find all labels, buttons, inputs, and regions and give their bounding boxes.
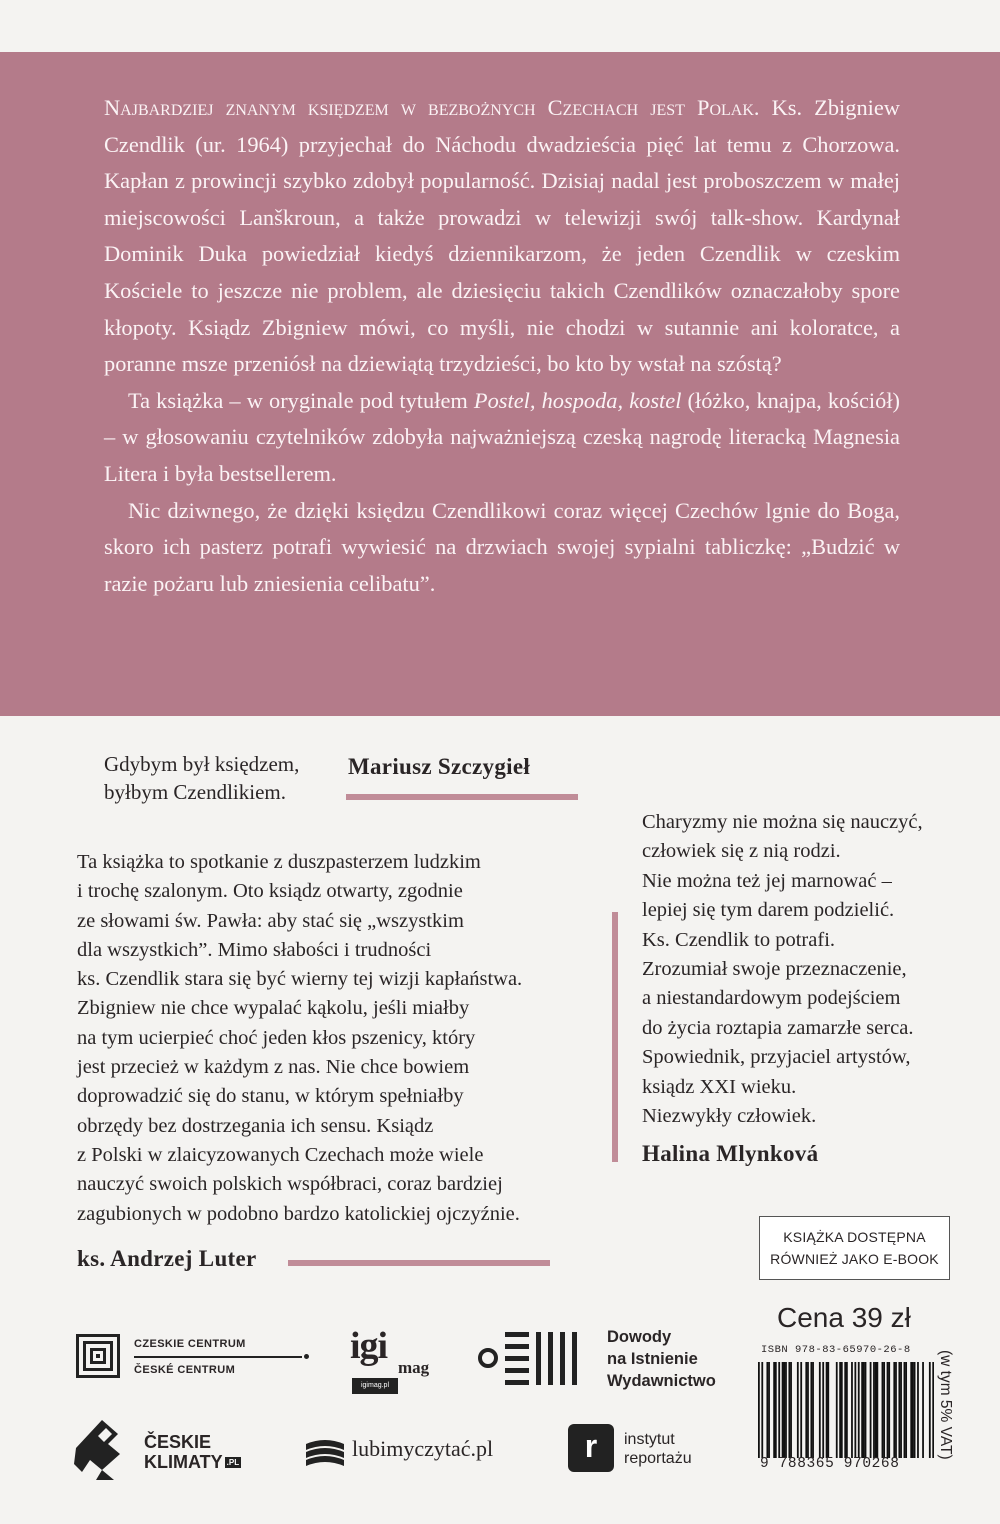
quote-line: ks. Czendlik stara się być wierny tej wizji kapłaństwa.: [77, 968, 523, 991]
quote-line: Nie można też jej marnować –: [642, 869, 892, 892]
czeskie-centrum-line2: ČESKÉ CENTRUM: [134, 1364, 236, 1376]
quote-line: Niezwykły człowiek.: [642, 1105, 817, 1128]
logo-dot: [304, 1354, 309, 1359]
blurb-p2-a: Ta książka – w oryginale pod tytułem: [128, 387, 474, 413]
quote-line: a niestandardowym podejściem: [642, 987, 901, 1010]
dowody-line: Wydawnictwo: [607, 1372, 716, 1390]
quote-line: Ks. Czendlik to potrafi.: [642, 928, 836, 951]
quote-line: i trochę szalonym. Oto ksiądz otwarty, zgodnie: [77, 880, 463, 903]
quote-line: Charyzmy nie można się nauczyć,: [642, 811, 923, 833]
dowody-line: na Istnienie: [607, 1350, 698, 1368]
klimaty-line: ČESKIE: [144, 1432, 212, 1452]
quote-line: z Polski w zlaicyzowanych Czechach może wiele: [77, 1143, 484, 1166]
quote-line: Gdybym był księdzem,: [104, 752, 300, 776]
blurb-text: [104, 90, 900, 602]
quote-mlynkova: [642, 808, 923, 1131]
igimag-badge: igimag.pl: [352, 1378, 398, 1394]
blurb-p1: Ks. Zbigniew Czendlik (ur. 1964) przyjechał do Náchodu dwadzieścia pięć lat temu z Chorzowa. Kapłan z prowincji szybko zdobył popularność. Dzisiaj nadal jest proboszczem w małej miejscowości Lanškroun, a także prowadzi w telewizji swój talk-show. Kardynał Dominik Duka powiedział kiedyś dziennikarzom, że jeden Czendlik w czeskim Kościele to jeszcze nie problem, ale dziesięciu takich Czendlików oznaczałoby spore kłopoty. Ksiądz Zbigniew mówi, co myśli, nie chodzi w sutannie ani koloratce, a poranne msze przeniósł na dziewiątą trzydzieści, bo kto by wstał na szóstą?: [104, 95, 900, 377]
instytut-text: [624, 1430, 692, 1468]
isbn: ISBN 978-83-65970-26-8: [761, 1344, 911, 1356]
igimag-logo: igi: [350, 1325, 388, 1367]
price: Cena 39 zł: [777, 1302, 911, 1333]
czeskie-centrum-logo-icon: [76, 1334, 120, 1378]
quote-line: lepiej się tym darem podzielić.: [642, 899, 895, 922]
author-mlynkova: Halina Mlynková: [642, 1141, 819, 1166]
blurb-p3: Nic dziwnego, że dzięki księdzu Czendlikowi coraz więcej Czechów lgnie do Boga, skoro ich pasterz potrafi wywiesić na drzwiach swojej sypialni tabliczkę: „Budzić w razie pożaru lub zniesienia celibatu”.: [104, 497, 900, 596]
klimaty-line: KLIMATY: [144, 1452, 223, 1472]
top-edge: [0, 0, 1000, 52]
ebook-line: KSIĄŻKA DOSTĘPNA: [783, 1229, 926, 1245]
czeskie-klimaty-text: [144, 1432, 241, 1473]
quote-line: dla wszystkich”. Mimo słabości i trudności: [77, 938, 432, 961]
ebook-line: RÓWNIEŻ JAKO E-BOOK: [770, 1251, 939, 1267]
quote-line: ze słowami św. Pawła: aby stać się „wszystkim: [77, 909, 464, 932]
original-title: Postel, hospoda, kostel: [473, 387, 682, 413]
quote-line: doprowadzić się do stanu, w którym spełniałby: [77, 1085, 464, 1108]
vat-note: (w tym 5% VAT): [937, 1350, 954, 1460]
instytut-line: instytut: [624, 1431, 675, 1448]
logo-divider: [134, 1356, 302, 1358]
quote-line: Zrozumiał swoje przeznaczenie,: [642, 958, 907, 981]
quote-szczygiel: [104, 750, 299, 806]
blurb-lead: Najbardziej znanym księdzem w bezbożnych Czechach jest Polak.: [104, 95, 760, 120]
klimaty-pl-badge: .PL: [226, 1458, 240, 1468]
lubimyczytac-logo: lubimyczytać.pl: [352, 1436, 494, 1461]
blurb-p2-b: (łóżko, knajpa, kościół) – w głosowaniu czytelników zdobyła najważniejszą czeską nagrodę literacką Magnesia Litera i była bestsellerem.: [104, 387, 900, 486]
author-underline: [288, 1260, 550, 1266]
czeskie-centrum-line1: CZESKIE CENTRUM: [134, 1338, 246, 1350]
dowody-logo-text: [607, 1326, 716, 1392]
quote-line: zagubionych w podobno bardzo katolickiej ojczyźnie.: [77, 1202, 520, 1225]
quote-line: jest przecież w każdym z nas. Nie chce bowiem: [77, 1056, 470, 1079]
quote-line: człowiek się z nią rodzi.: [642, 840, 841, 863]
quote-luter: [77, 848, 522, 1229]
quote-side-bar: [612, 912, 618, 1162]
dowody-line: Dowody: [607, 1328, 672, 1346]
quote-line: Ta książka to spotkanie z duszpasterzem ludzkim: [77, 851, 481, 873]
barcode: [758, 1362, 934, 1458]
dowody-logo-icon: [478, 1328, 598, 1386]
book-stack-icon: [302, 1432, 348, 1470]
igimag-sub: mag: [398, 1358, 430, 1377]
quote-line: Zbigniew nie chce wypalać kąkolu, jeśli miałby: [77, 997, 470, 1020]
quote-line: byłbym Czendlikiem.: [104, 780, 286, 804]
author-underline: [346, 794, 578, 800]
author-szczygiel: Mariusz Szczygieł: [348, 754, 531, 779]
quote-line: do życia roztapia zamarzłe serca.: [642, 1016, 914, 1039]
czeskie-klimaty-logo-icon: [72, 1414, 138, 1484]
quote-line: obrzędy bez dostrzegania ich sensu. Ksiądz: [77, 1114, 434, 1137]
quote-line: Spowiednik, przyjaciel artystów,: [642, 1046, 911, 1069]
ebook-notice: [759, 1216, 950, 1280]
quote-line: ksiądz XXI wieku.: [642, 1075, 797, 1098]
instytut-line: reportażu: [624, 1450, 692, 1467]
quote-line: nauczyć swoich polskich współbraci, coraz bardziej: [77, 1173, 503, 1196]
instytut-logo-icon: r: [568, 1424, 614, 1472]
author-luter: ks. Andrzej Luter: [77, 1246, 257, 1271]
quote-line: na tym ucierpieć choć jeden kłos pszenicy, który: [77, 1026, 476, 1049]
barcode-digits: 9 788365 970268: [760, 1456, 900, 1472]
